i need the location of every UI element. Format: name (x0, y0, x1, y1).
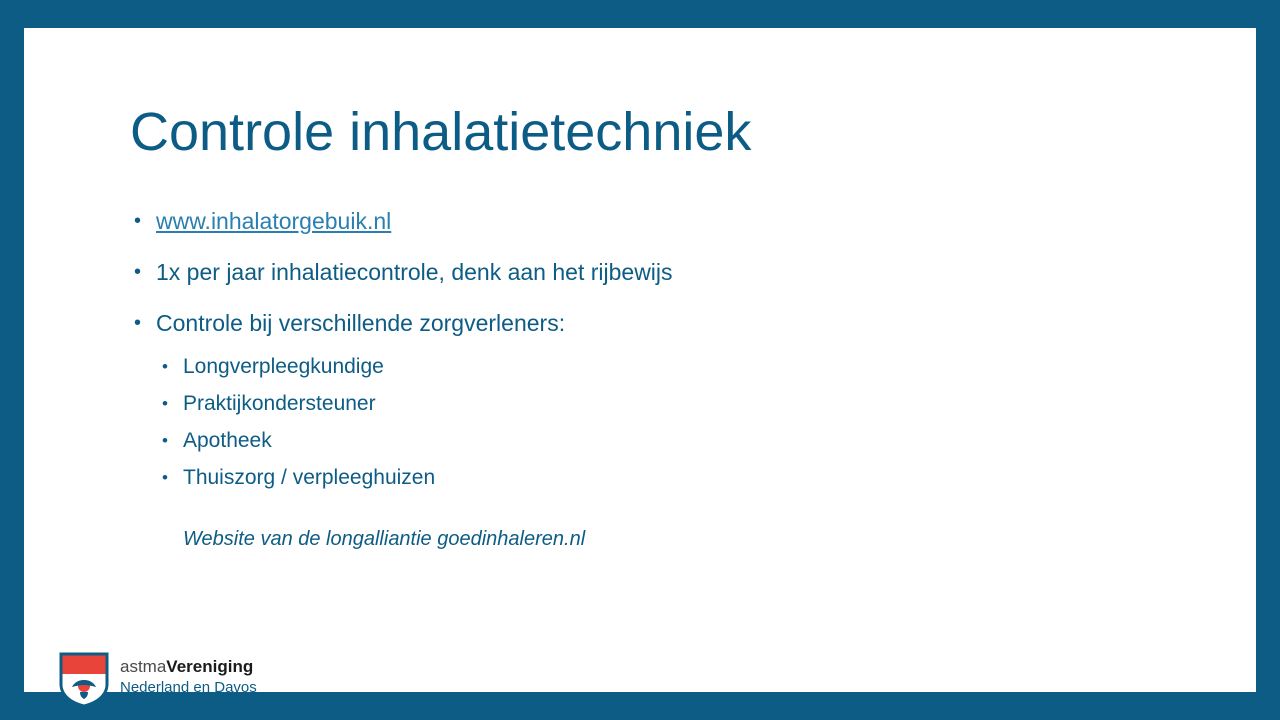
footnote-text: Website van de longalliantie goedinhaleren.nl (183, 528, 586, 550)
sub-list-item (130, 353, 1150, 381)
astma-vereniging-logo (58, 650, 290, 708)
list-item (130, 206, 1150, 236)
bullet-icon: • (162, 431, 168, 450)
content-list (130, 206, 1150, 552)
bullet-icon: • (134, 261, 142, 283)
page-title: Controle inhalatietechniek (130, 102, 752, 162)
list-item-label: 1x per jaar inhalatiecontrole, denk aan het rijbewijs (156, 259, 673, 285)
logo-bold: Vereniging (166, 657, 254, 676)
bullet-icon: • (162, 394, 168, 413)
logo-line-1 (120, 656, 290, 678)
logo-line-2: Nederland en Davos (120, 679, 257, 696)
sub-list-item (130, 427, 1150, 455)
list-item-label: Controle bij verschillende zorgverleners: (156, 310, 566, 336)
bullet-icon: • (134, 210, 142, 232)
sub-list-item-label: Thuiszorg / verpleeghuizen (183, 466, 436, 489)
logo-wordmark (120, 656, 290, 698)
sub-list (130, 353, 1150, 552)
website-link[interactable]: www.inhalatorgebuik.nl (156, 208, 392, 234)
slide-canvas (24, 28, 1256, 696)
sub-list-item (130, 464, 1150, 492)
sub-list-item (130, 390, 1150, 418)
bullet-icon: • (162, 468, 168, 487)
sub-list-item-label: Praktijkondersteuner (183, 392, 376, 415)
bullet-icon: • (162, 357, 168, 376)
sub-list-item-label: Apotheek (183, 429, 272, 452)
bullet-icon: • (134, 312, 142, 334)
list-item (130, 257, 1150, 287)
sub-list-item-label: Longverpleegkundige (183, 355, 384, 378)
shield-icon (58, 650, 110, 708)
logo-prefix: astma (120, 657, 167, 676)
list-item (130, 308, 1150, 338)
